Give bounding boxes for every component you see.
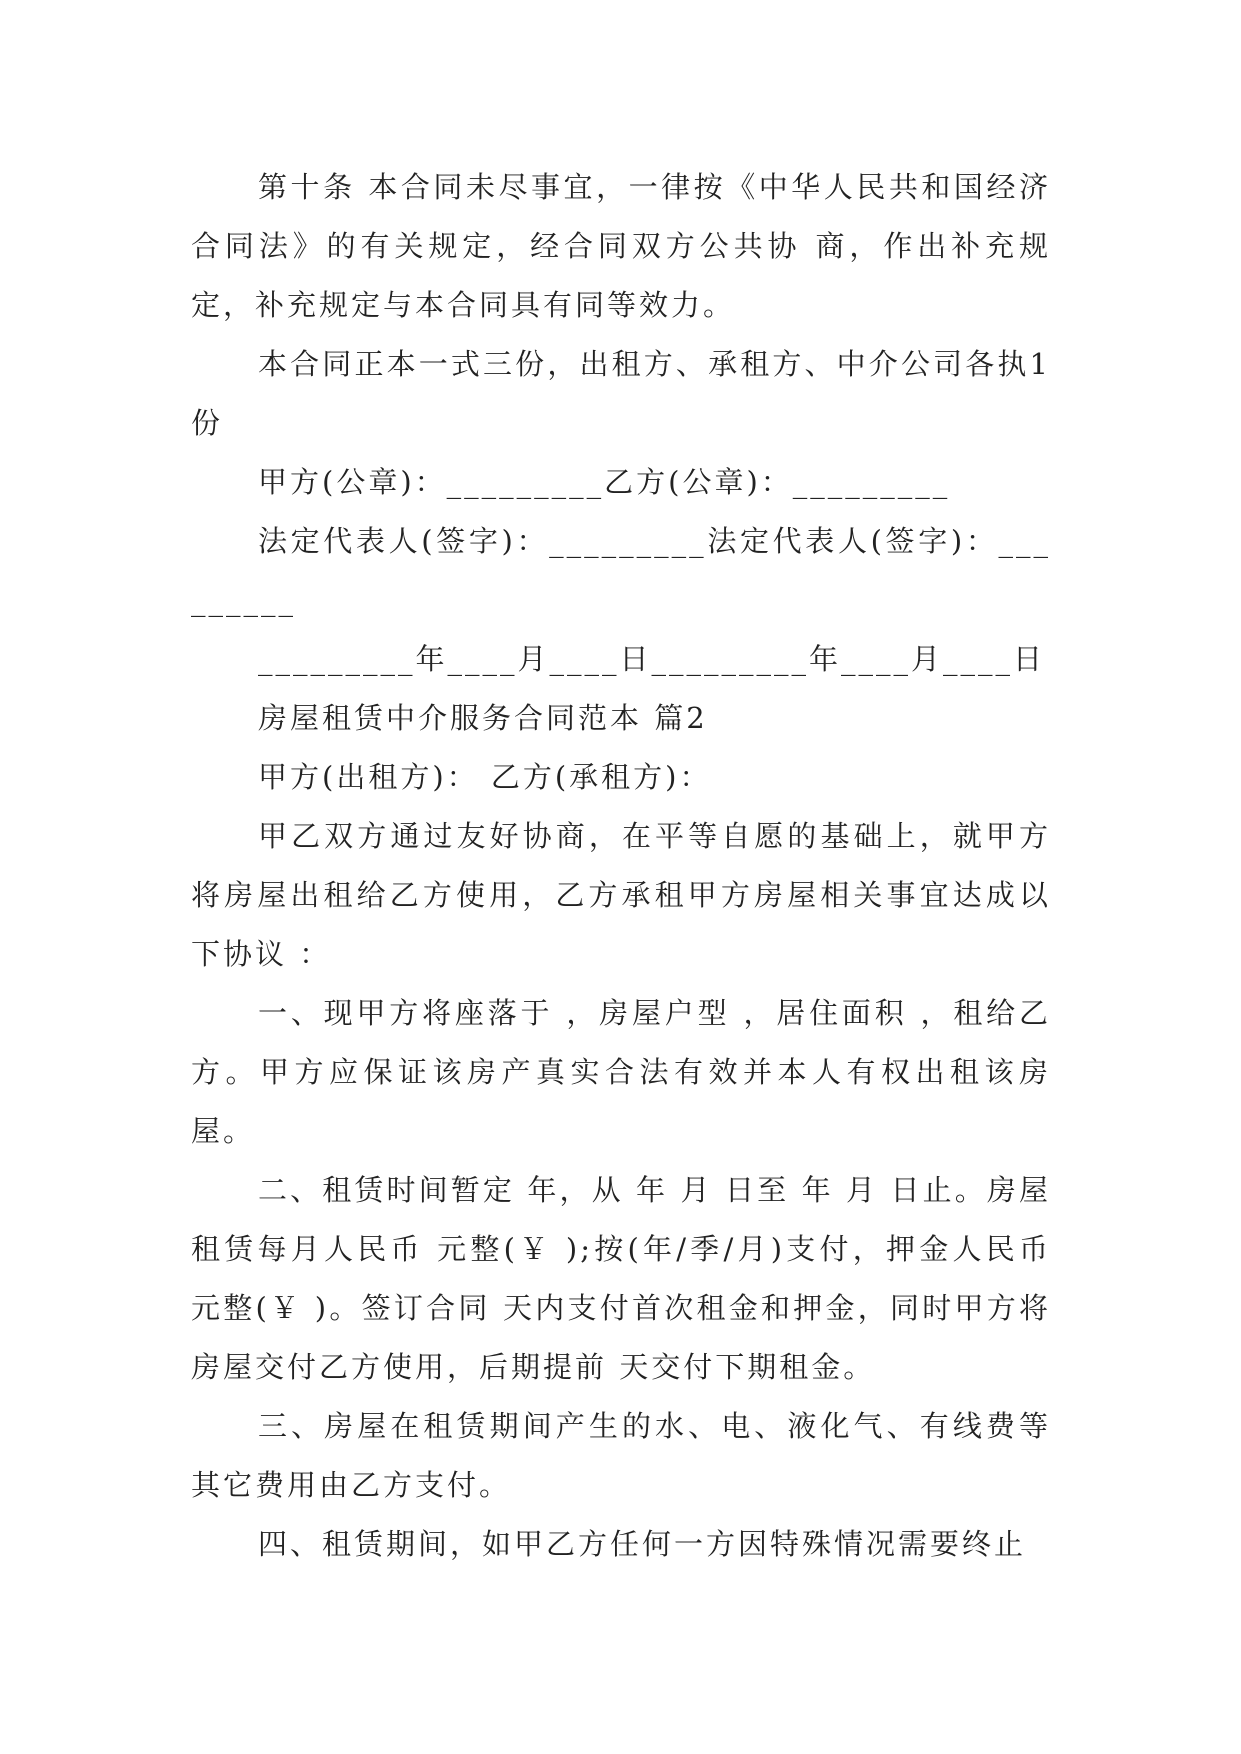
paragraph-parties: 甲方(出租方)： 乙方(承租方)： bbox=[258, 760, 712, 794]
paragraph-dates: _________年____月____日_________年____月____日 bbox=[258, 642, 1046, 676]
paragraph-copies: 本合同正本一式三份，出租方、承租方、中介公司各执1份 bbox=[191, 347, 1051, 440]
section-heading: 房屋租赁中介服务合同范本 篇2 bbox=[258, 701, 708, 735]
clause-1: 一、现甲方将座落于 ，房屋户型 ，居住面积 ，租给乙方。甲方应保证该房产真实合法有效并本人有权出租该房屋。 bbox=[191, 996, 1051, 1148]
clause-3: 三、房屋在租赁期间产生的水、电、液化气、有线费等其它费用由乙方支付。 bbox=[191, 1409, 1051, 1502]
paragraph-article-10: 第十条 本合同未尽事宜，一律按《中华人民共和国经济合同法》的有关规定，经合同双方公共协 商，作出补充规定，补充规定与本合同具有同等效力。 bbox=[191, 170, 1051, 322]
paragraph-preamble: 甲乙双方通过友好协商，在平等自愿的基础上，就甲方将房屋出租给乙方使用，乙方承租甲方房屋相关事宜达成以下协议 ： bbox=[191, 819, 1051, 971]
clause-2: 二、租赁时间暂定 年，从 年 月 日至 年 月 日止。房屋租赁每月人民币 元整(￥ );按(年/季/月)支付，押金人民币 元整(￥ )。签订合同 天内支付首次租金和押金，同时甲方将房屋交付乙方使用，后期提前 天交付下期租金。 bbox=[191, 1173, 1064, 1384]
paragraph-representatives: 法定代表人(签字)：_________法定代表人(签字)：_________ bbox=[191, 524, 1051, 617]
clause-4: 四、租赁期间，如甲乙方任何一方因特殊情况需要终止 bbox=[258, 1527, 1027, 1561]
document-body bbox=[191, 158, 1064, 1574]
paragraph-seals: 甲方(公章)：_________乙方(公章)：_________ bbox=[258, 465, 951, 499]
